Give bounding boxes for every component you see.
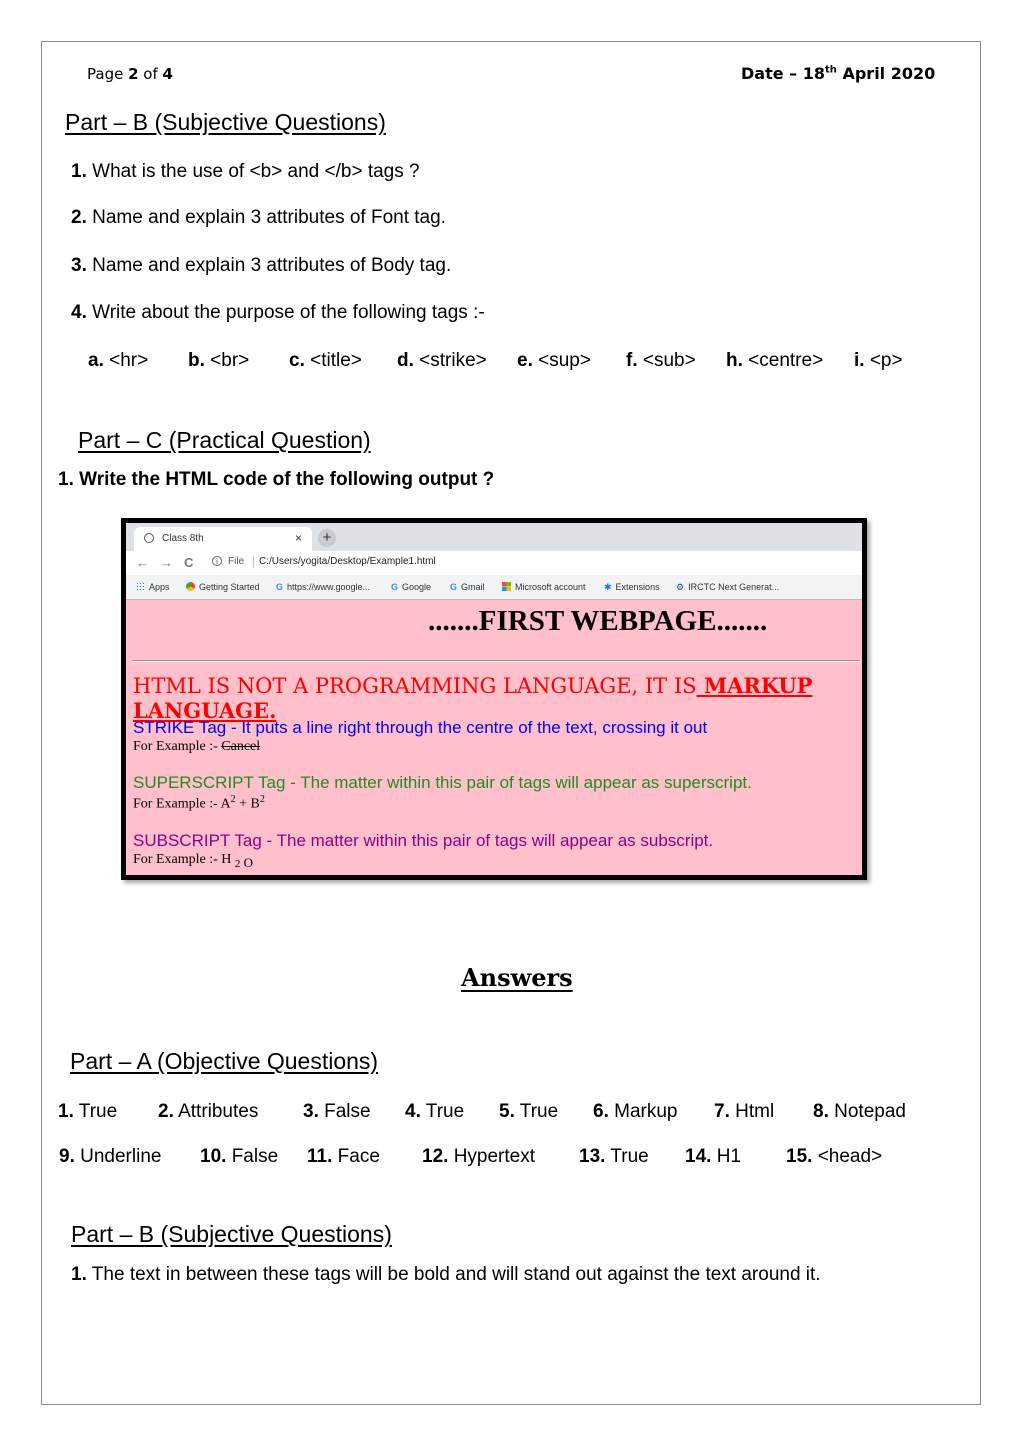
question-number: 3. [71, 255, 87, 276]
answer-item: 5. True [499, 1101, 559, 1122]
bookmark-gmail[interactable]: G Gmail [450, 582, 485, 592]
part-c-question: 1. Write the HTML code of the following output ? [58, 469, 495, 490]
answer-item: 8. Notepad [813, 1101, 906, 1122]
google-icon: G [391, 582, 399, 592]
bookmark-microsoft[interactable]: Microsoft account [502, 582, 586, 592]
subscript-example: For Example :- H $_2$ $_O$ [133, 852, 254, 870]
date-suffix-sup: th [824, 64, 837, 76]
answer-item: 7. Html [714, 1101, 775, 1122]
info-icon: i [212, 556, 222, 566]
answer-item: 6. Markup [593, 1101, 678, 1122]
tab-title: Class 8th [162, 533, 204, 544]
bookmark-extensions[interactable]: ✱ Extensions [604, 582, 660, 592]
irctc-icon: ⚙ [676, 582, 685, 592]
bookmark-apps[interactable]: Apps [136, 582, 170, 592]
browser-tab[interactable] [134, 527, 312, 551]
markup-statement-text: HTML IS NOT A PROGRAMMING LANGUAGE, IT IS [133, 674, 697, 698]
strike-description: STRIKE Tag - It puts a line right through the centre of the text, crossing it out [133, 718, 708, 737]
close-icon[interactable]: × [295, 531, 303, 545]
answer-item: 11. Face [307, 1146, 380, 1167]
browser-screenshot [121, 518, 867, 880]
answer-number: 1. [71, 1264, 87, 1285]
apps-grid-icon [136, 582, 145, 591]
page-total: 4 [162, 65, 173, 83]
tag-option: d. <strike> [397, 350, 487, 371]
tag-option: a. <hr> [88, 350, 149, 371]
page-of: of [138, 65, 163, 83]
part-b-question-4 [71, 302, 485, 324]
forward-arrow-icon[interactable]: → [160, 555, 173, 570]
part-b-question-2 [71, 207, 446, 229]
question-text: Name and explain 3 attributes of Body tag. [86, 255, 452, 276]
answer-item: 14. H1 [685, 1146, 741, 1167]
bookmarks-bar [126, 575, 862, 600]
answer-item: 4. True [405, 1101, 465, 1122]
tag-option: b. <br> [188, 350, 250, 371]
bookmark-google[interactable]: G Google [391, 582, 432, 592]
browser-address-bar [126, 551, 862, 575]
reload-icon[interactable]: C [184, 555, 194, 570]
tag-option: c. <title> [289, 350, 362, 371]
page-prefix: Page [87, 65, 129, 83]
puzzle-icon: ✱ [604, 582, 612, 592]
answers-part-b-answer-1 [71, 1264, 821, 1286]
question-text: Name and explain 3 attributes of Font tag. [86, 207, 446, 228]
answer-text: The text in between these tags will be bold and will stand out against the text around it. [86, 1264, 821, 1285]
answers-part-a-row-1 [0, 1101, 1024, 1127]
date-month-year: April 2020 [836, 64, 936, 83]
part-b-heading: Part – B (Subjective Questions) [65, 109, 386, 135]
date-prefix: Date – 18 [741, 64, 825, 83]
tag-options-row [0, 350, 1024, 376]
back-arrow-icon[interactable]: ← [136, 555, 149, 570]
markup-language-underlined: MARKUP LANGUAGE. [133, 673, 813, 723]
answer-item: 15. <head> [786, 1146, 883, 1167]
answer-item: 12. Hypertext [422, 1146, 536, 1167]
answer-item: 9. Underline [59, 1146, 162, 1167]
answers-title: Answers [461, 963, 573, 992]
page-number [87, 65, 173, 83]
page-current: 2 [128, 65, 139, 83]
answer-item: 3. False [303, 1101, 371, 1122]
page-date [741, 64, 935, 83]
chrome-icon [186, 582, 195, 591]
part-b-question-3 [71, 255, 451, 277]
bookmark-google-url[interactable]: G https://www.google... [276, 582, 371, 592]
browser-page-content [126, 600, 862, 880]
tag-option: i. <p> [854, 350, 903, 371]
superscript-description: SUPERSCRIPT Tag - The matter within this pair of tags will appear as superscript. [133, 773, 752, 792]
url-text[interactable]: C:/Users/yogita/Desktop/Example1.html [259, 556, 436, 567]
google-icon: G [276, 582, 284, 592]
tag-option: e. <sup> [517, 350, 591, 371]
new-tab-button[interactable]: + [318, 529, 336, 547]
address-separator: | [252, 554, 256, 568]
question-text: What is the use of <b> and </b> tags ? [86, 161, 420, 182]
answer-item: 10. False [200, 1146, 279, 1167]
subscript-description: SUBSCRIPT Tag - The matter within this pair of tags will appear as subscript. [133, 831, 714, 850]
globe-icon [144, 533, 154, 543]
tag-option: h. <centre> [726, 350, 824, 371]
horizontal-rule [132, 660, 860, 662]
question-number: 2. [71, 207, 87, 228]
answer-item: 13. True [579, 1146, 649, 1167]
bookmark-irctc[interactable]: ⚙ IRCTC Next Generat... [676, 582, 780, 592]
tag-option: f. <sub> [626, 350, 696, 371]
answers-part-a-heading: Part – A (Objective Questions) [70, 1048, 379, 1074]
webpage-heading: .......FIRST WEBPAGE....... [428, 605, 768, 637]
bookmark-getting-started[interactable]: Getting Started [186, 582, 260, 592]
question-number: 1. [71, 161, 87, 182]
microsoft-icon [502, 582, 511, 591]
markup-statement [133, 673, 862, 723]
answers-part-a-row-2 [0, 1146, 1024, 1172]
question-text: Write about the purpose of the following tags :- [86, 302, 485, 323]
answers-part-b-heading: Part – B (Subjective Questions) [71, 1221, 392, 1247]
question-number: 4. [71, 302, 87, 323]
strike-example-word: Cancel [221, 739, 261, 754]
file-label: File [228, 556, 245, 567]
browser-tab-bar [126, 523, 862, 551]
google-icon: G [450, 582, 458, 592]
part-c-heading: Part – C (Practical Question) [78, 427, 371, 453]
answer-item: 1. True [58, 1101, 118, 1122]
answer-item: 2. Attributes [158, 1101, 259, 1122]
part-b-question-1 [71, 161, 420, 183]
strike-example: For Example :- Cancel [133, 739, 261, 754]
superscript-example: For Example :- $A^2 + B^2$ [133, 794, 265, 812]
